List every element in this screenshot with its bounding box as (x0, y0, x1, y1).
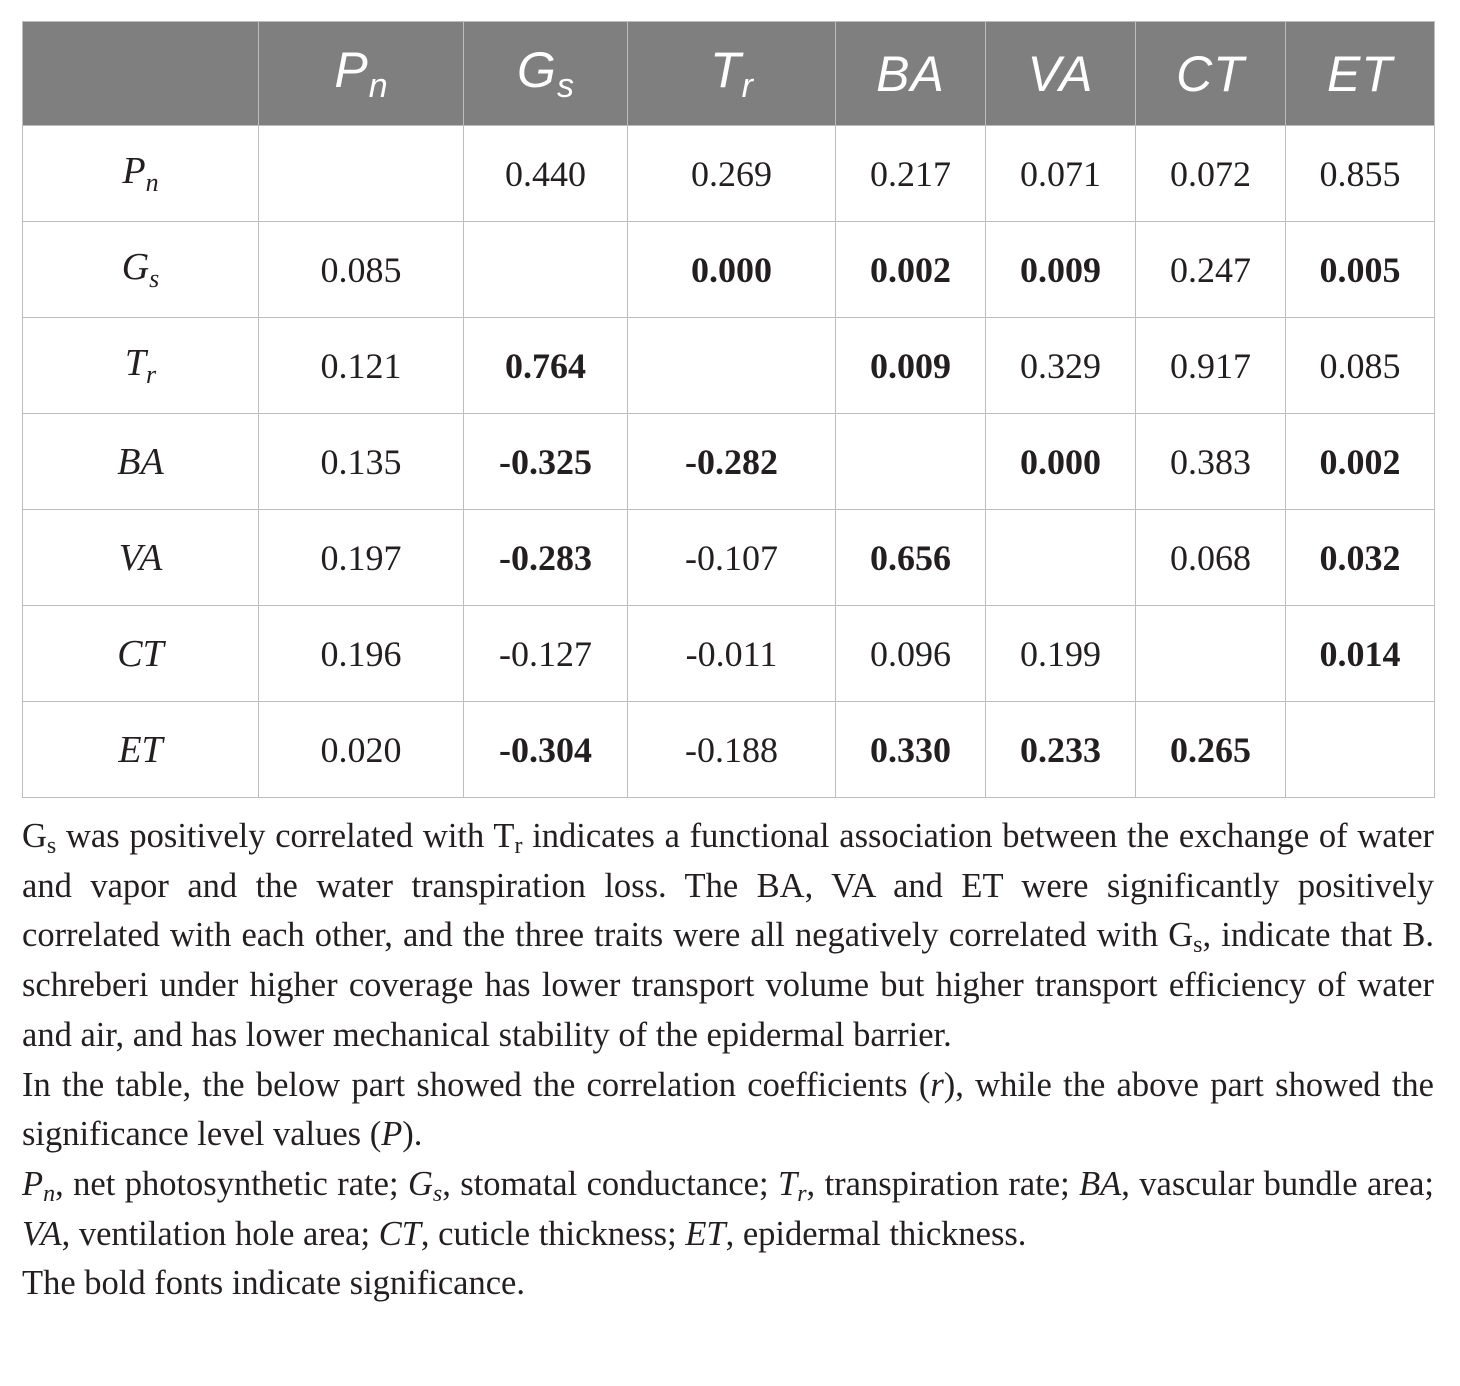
table-cell: -0.282 (628, 414, 836, 510)
row-header-ct: CT (23, 606, 259, 702)
table-cell: -0.325 (464, 414, 628, 510)
table-row (23, 702, 1435, 798)
table-cell (628, 318, 836, 414)
note-paragraph-discussion (22, 812, 1434, 1061)
ba-symbol: BA (1079, 1164, 1122, 1203)
note-text: indicates a functional association between the exchange of water and vapor and the water transpiration loss. The BA, VA and ET were significantly positively correlated with each other, and the three traits were all negatively correlated with (22, 817, 1434, 955)
row-header-gs: $G_s$ (23, 222, 259, 318)
header-row (23, 22, 1435, 126)
table-cell: 0.440 (464, 126, 628, 222)
table-row (23, 414, 1435, 510)
note-paragraph-table-explanation: In the table, the below part showed the correlation coefficients (r), while the above part showed the significance level values (P). (22, 1065, 1434, 1154)
table-body (23, 126, 1435, 798)
pn-symbol: $P_n$ (22, 1164, 56, 1207)
corner-cell (23, 22, 259, 126)
table-cell: -0.011 (628, 606, 836, 702)
table-cell: 0.330 (836, 702, 986, 798)
table-cell: 0.085 (1286, 318, 1435, 414)
note-paragraph-bold-legend: The bold fonts indicate significance. (22, 1264, 525, 1303)
table-cell: -0.188 (628, 702, 836, 798)
table-cell: 0.032 (1286, 510, 1435, 606)
table-cell: 0.096 (836, 606, 986, 702)
table-cell: 0.656 (836, 510, 986, 606)
table-cell (464, 222, 628, 318)
note-text: , indicate that B. schreberi under higher coverage has lower transport volume but higher transport efficiency of water and air, and has lower mechanical stability of the epidermal barrier. (22, 916, 1434, 1054)
table-cell: 0.085 (259, 222, 464, 318)
table-cell: 0.068 (1136, 510, 1286, 606)
column-header-ct: CT (1136, 22, 1286, 126)
note-text: was positively correlated with (56, 817, 494, 855)
note-paragraph-abbreviations: $P_n$, net photosynthetic rate; $G_s$, stomatal conductance; $T_r$, transpiration rate; BA, vascular bundle area; VA, ventilation hole area; CT, cuticle thickness; ET, epidermal thickness. (22, 1164, 1434, 1253)
table-row (23, 222, 1435, 318)
gs-symbol: $G_s$ (407, 1164, 443, 1207)
row-header-va: VA (23, 510, 259, 606)
table-cell: 0.383 (1136, 414, 1286, 510)
table-cell: 0.199 (986, 606, 1136, 702)
table-cell: 0.072 (1136, 126, 1286, 222)
correlation-table-figure (22, 21, 1434, 1309)
column-header-tr: $T_r$ (628, 22, 836, 126)
table-cell: 0.000 (628, 222, 836, 318)
table-cell: 0.855 (1286, 126, 1435, 222)
table-row (23, 126, 1435, 222)
table-cell: 0.014 (1286, 606, 1435, 702)
et-symbol: ET (685, 1214, 726, 1253)
row-header-et: ET (23, 702, 259, 798)
table-cell: 0.197 (259, 510, 464, 606)
column-header-va: VA (986, 22, 1136, 126)
column-header-gs: $G_s$ (464, 22, 628, 126)
table-cell: -0.107 (628, 510, 836, 606)
table-cell: 0.121 (259, 318, 464, 414)
correlation-table (22, 21, 1435, 798)
table-cell: 0.265 (1136, 702, 1286, 798)
table-cell: 0.917 (1136, 318, 1286, 414)
table-row (23, 318, 1435, 414)
table-cell: -0.304 (464, 702, 628, 798)
r-symbol: r (930, 1065, 944, 1104)
column-header-ba: BA (836, 22, 986, 126)
row-header-pn: $P_n$ (23, 126, 259, 222)
table-cell: 0.020 (259, 702, 464, 798)
row-header-ba: BA (23, 414, 259, 510)
table-cell: 0.135 (259, 414, 464, 510)
column-header-pn: $P_n$ (259, 22, 464, 126)
va-symbol: VA (22, 1214, 62, 1253)
table-cell: -0.283 (464, 510, 628, 606)
gs-symbol: $G_s$ (1168, 916, 1203, 959)
table-cell: 0.000 (986, 414, 1136, 510)
table-cell: 0.002 (836, 222, 986, 318)
table-cell: 0.247 (1136, 222, 1286, 318)
table-cell (836, 414, 986, 510)
table-cell: 0.329 (986, 318, 1136, 414)
column-header-et: ET (1286, 22, 1435, 126)
table-header (23, 22, 1435, 126)
p-symbol: P (381, 1115, 403, 1154)
table-row (23, 606, 1435, 702)
table-cell (259, 126, 464, 222)
table-cell: 0.269 (628, 126, 836, 222)
row-header-tr: $T_r$ (23, 318, 259, 414)
table-cell: 0.233 (986, 702, 1136, 798)
table-cell: 0.009 (986, 222, 1136, 318)
table-cell (986, 510, 1136, 606)
table-cell: 0.005 (1286, 222, 1435, 318)
tr-symbol: $T_r$ (493, 817, 523, 859)
table-cell: 0.009 (836, 318, 986, 414)
ct-symbol: CT (378, 1214, 421, 1253)
tr-symbol: $T_r$ (778, 1164, 807, 1207)
table-cell: 0.217 (836, 126, 986, 222)
table-notes (22, 812, 1434, 1309)
table-cell (1136, 606, 1286, 702)
table-cell: 0.071 (986, 126, 1136, 222)
table-row (23, 510, 1435, 606)
table-cell: -0.127 (464, 606, 628, 702)
gs-symbol: $G_s$ (22, 817, 57, 859)
table-cell: 0.196 (259, 606, 464, 702)
table-cell: 0.002 (1286, 414, 1435, 510)
table-cell (1286, 702, 1435, 798)
table-cell: 0.764 (464, 318, 628, 414)
